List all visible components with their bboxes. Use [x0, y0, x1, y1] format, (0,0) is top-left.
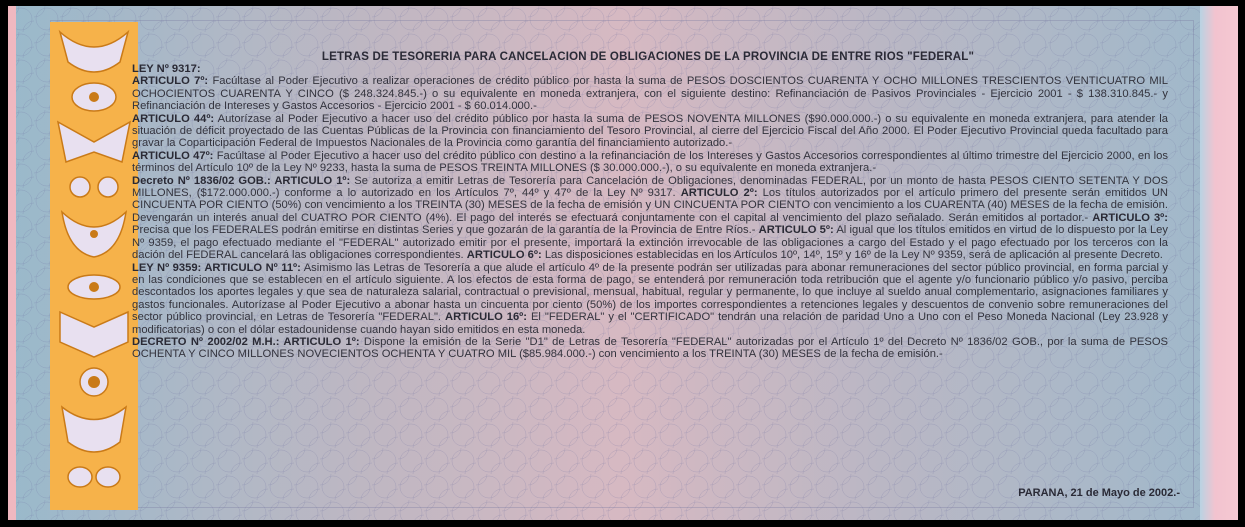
right-edge-strip: [1200, 6, 1238, 520]
law-9317-heading: LEY Nº 9317:: [132, 63, 201, 75]
article-47: ARTICULO 47º: Facúltase al Poder Ejecutivo a hacer uso del crédito público con destino a la refinanciación de los Intereses y Gastos Accesorios correspondientes al último trimestre del Ejercicio 2000, en los términos del Artículo 10º de la Ley Nº 9233, hasta la suma de PESOS TREINTA MILLONES ($ 30.000.000.-), o su equivalente en moneda extranjera.-: [132, 149, 1168, 175]
document-title: LETRAS DE TESORERIA PARA CANCELACION DE OBLIGACIONES DE LA PROVINCIA DE ENTRE RIOS "FEDERAL": [321, 51, 975, 63]
left-edge-strip: [8, 6, 16, 520]
place-date: PARANA, 21 de Mayo de 2002.-: [1018, 487, 1180, 499]
decree-1836-02: Decreto Nº 1836/02 GOB.: ARTICULO 1º: Se autoriza a emitir Letras de Tesorería para Cancelación de Obligaciones, denominadas FEDERAL, por un monto de hasta PESOS CIENTO SETENTA Y DOS MILLONES, ($172.000.000.-) conforme a lo autorizado en los Artículos 7º, 44º y 47º de la Ley Nº 9317. ARTICULO 2º: Los títulos autorizados por el artículo primero del presente serán emitidos UN CINCUENTA POR CIENTO (50%) con vencimiento a los TREINTA (30) MESES de la fecha de emisión y UN CINCUENTA POR CIENTO con vencimiento a los CUARENTA (40) MESES de la fecha de emisión. Devengarán un interés anual del CUATRO POR CIENTO (4%). El pago del interés se efectuará conjuntamente con el capital al vencimiento del plazo señalado. Serán emitidos al portador.- ARTICULO 3º: Precisa que los FEDERALES podrán emitirse en distintas Series y que gozarán de la garantía de la Provincia de Entre Ríos.- ARTICULO 5º: Al igual que los títulos emitidos en virtud de lo dispuesto por la Ley Nº 9359, el pago efectuado mediante el "FEDERAL" autorizado emitir por el presente, importará la extinción irrevocable de las obligaciones a cargo del Estado y el pago efectuado por los terceros con la dación del FEDERAL cancelará las obligaciones correspondientes. ARTICULO 6º: Las disposiciones establecidas en los Artículos 10º, 14º, 15º y 16º de la Ley Nº 9359, será de aplicación al presente Decreto.: [132, 174, 1169, 262]
law-9359-article-11: LEY Nº 9359: ARTICULO Nº 11º: Asimismo las Letras de Tesorería a que alude el artículo 4º de la presente podrán ser utilizadas para abonar remuneraciones del sector público provincial, en forma parcial y en las condiciones que se establecen en el artículo siguiente. A los efectos de esta forma de pago, se entenderá por remuneración toda retribución que el agente y/o funcionario público y/o pasivo, perciba descontados los aportes legales y que sea de naturaleza salarial, contractual o previsional, mensual, habitual, regular y permanente, lo que incluye al sueldo anual complementario, asignaciones familiares y gastos funcionales. Autorízase al Poder Ejecutivo a abonar hasta un cincuenta por ciento (50%) de los importes correspondientes a retenciones legales y descuentos de convenio sobre remuneraciones del sector público provincial, en Letras de Tesorería "FEDERAL". ARTICULO 16º: El "FEDERAL" y el "CERTIFICADO" tendrán una relación de paridad Uno a Uno con el Peso Moneda Nacional (Ley 23.928 y modificatorias) o con el dólar estadounidense cuando hayan sido emitidos en esta moneda.: [132, 261, 1168, 336]
article-44: ARTICULO 44º: Autorízase al Poder Ejecutivo a hacer uso del crédito público por hasta la suma de PESOS NOVENTA MILLONES ($90.000.000.-) o su equivalente en moneda extranjera, para atender la situación de déficit proyectado de las Cuentas Públicas de la Provincia con financiamiento del Tesoro Provincial, al cierre del Ejercicio Fiscal del Año 2000. El Poder Ejecutivo Provincial queda facultado para gravar la Coparticipación Federal de Impuestos Nacionales de la Provincia como garantía del financiamiento autorizado.-: [132, 112, 1168, 150]
treasury-note-back: [8, 6, 1238, 520]
decree-2002-02: DECRETO Nº 2002/02 M.H.: ARTICULO 1º: Dispone la emisión de la Serie "D1" de Letras de Tesorería "FEDERAL" autorizadas por el Artículo 1º del Decreto Nº 1836/02 GOB., por la suma de PESOS OCHENTA Y CINCO MILLONES NOVECIENTOS OCHENTA Y CUATRO MIL ($85.984.000.-) con vencimiento a los TREINTA (30) MESES de la fecha de emisión.-: [132, 335, 1168, 361]
orange-ornament-icon: [50, 22, 138, 510]
legal-text-body: [132, 63, 1168, 361]
article-7: ARTICULO 7º: Facúltase al Poder Ejecutivo a realizar operaciones de crédito público por hasta la suma de PESOS DOSCIENTOS CUARENTA Y OCHO MILLONES TRESCIENTOS VENTICUATRO MIL OCHOCIENTOS CUARENTA Y CINCO ($ 248.324.845.-) o su equivalente en moneda extranjera, con el siguiente destino: Refinanciación de Pasivos Provinciales - Ejercicio 2001 - $ 138.310.845.- y Refinanciación de Intereses y Gastos Accesorios - Ejercicio 2001 - $ 60.014.000.-: [132, 75, 1168, 113]
